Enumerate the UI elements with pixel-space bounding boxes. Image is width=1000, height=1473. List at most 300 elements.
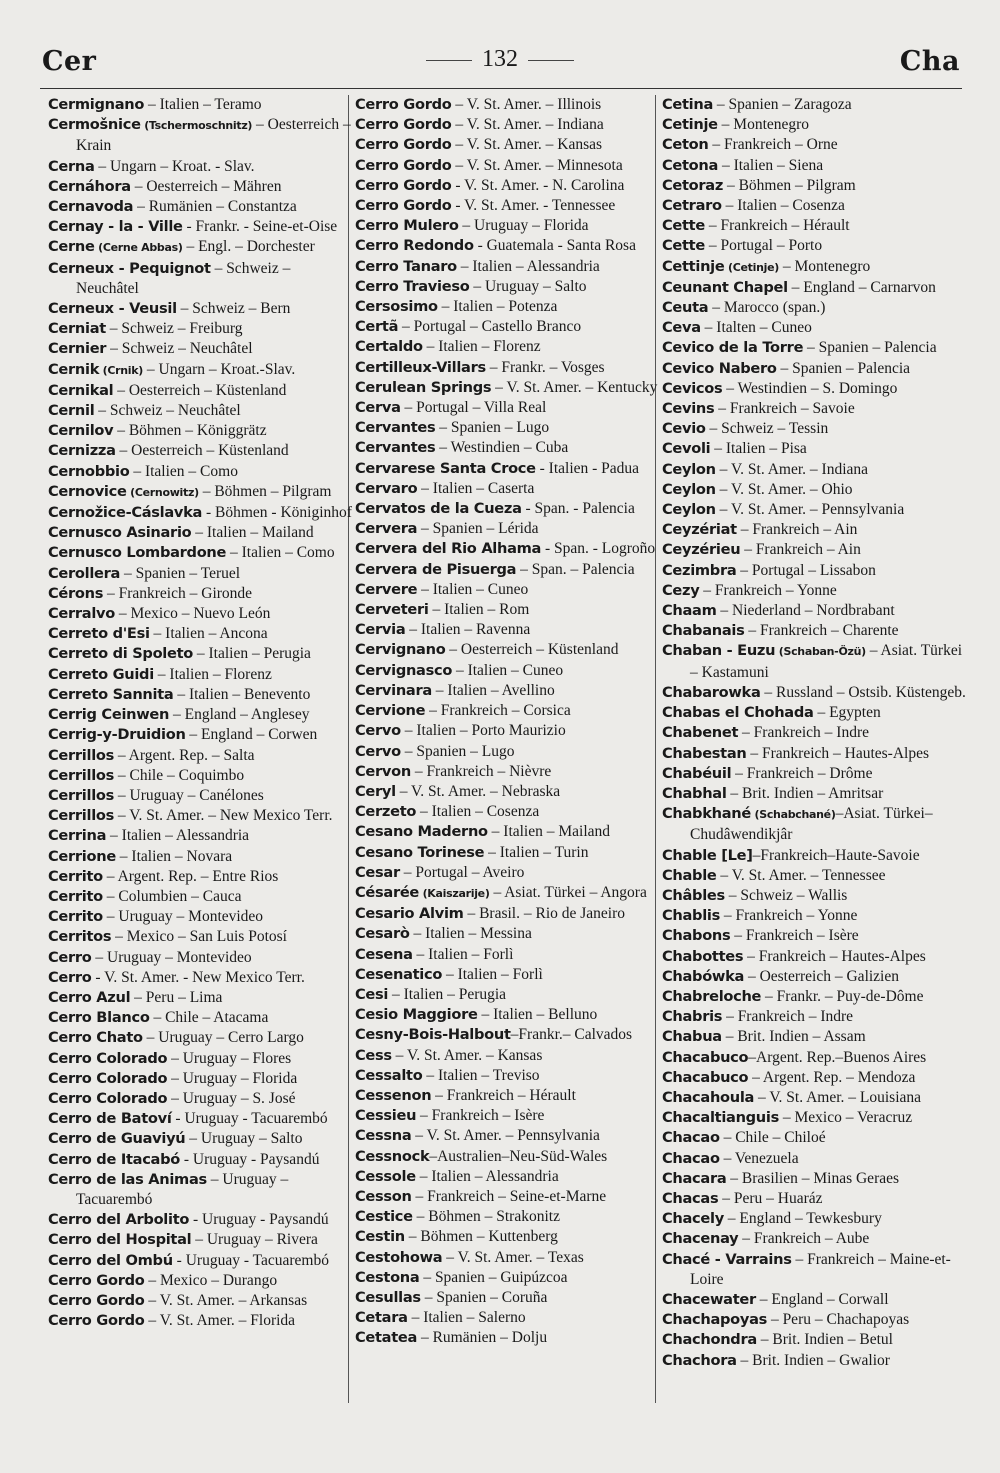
- entry-headword: Cetraro: [662, 197, 722, 215]
- entry-headword: Chacenay: [662, 1230, 739, 1248]
- entry-location: – Oesterreich – Galizien: [744, 967, 899, 985]
- gazetteer-entry: [355, 822, 660, 842]
- gazetteer-entry: [48, 1271, 353, 1291]
- gazetteer-entry: [662, 1169, 967, 1189]
- gazetteer-entry: [48, 115, 353, 156]
- gazetteer-entry: [662, 1209, 967, 1229]
- gazetteer-entry: [355, 418, 660, 438]
- gazetteer-entry: [48, 665, 353, 685]
- entry-headword: Cervaro: [355, 479, 418, 497]
- gazetteer-entry: [48, 624, 353, 644]
- entry-location: – Frankreich – Isère: [730, 927, 859, 945]
- gazetteer-entry: [662, 115, 967, 135]
- gazetteer-entry: [662, 460, 967, 480]
- gazetteer-entry: [662, 1108, 967, 1128]
- gazetteer-entry: [662, 500, 967, 520]
- entry-headword: Cerniat: [48, 320, 106, 338]
- entry-location: – Span. – Palencia: [516, 560, 635, 578]
- entry-headword: Cervantes: [355, 419, 436, 437]
- entry-headword: Chacewater: [662, 1290, 756, 1308]
- gazetteer-entry: [355, 985, 660, 1005]
- entry-headword: Cernil: [48, 402, 95, 420]
- entry-headword: Chacahoula: [662, 1088, 755, 1106]
- gazetteer-entry: [355, 721, 660, 741]
- entry-location: –Frankr.– Calvados: [510, 1026, 633, 1044]
- gazetteer-entry: [355, 1288, 660, 1308]
- entry-headword: Cervignasco: [355, 661, 453, 679]
- entry-location: – Spanien – Zaragoza: [713, 96, 852, 113]
- gazetteer-entry: [355, 1025, 660, 1045]
- entry-location: – Westindien – Cuba: [435, 439, 569, 457]
- entry-headword: Ceton: [662, 136, 709, 154]
- entry-location: – Uruguay – Rivera: [191, 1231, 318, 1249]
- entry-headword: Ceyzérieu: [662, 541, 741, 559]
- entry-headword: Chachondra: [662, 1331, 757, 1349]
- gazetteer-entry: [662, 520, 967, 540]
- entry-headword: Cervia: [355, 621, 406, 639]
- entry-location: – Italien – Messina: [409, 925, 532, 943]
- entry-headword: Cerro Colorado: [48, 1049, 168, 1067]
- entry-location: – Frankreich – Indre: [722, 1008, 854, 1026]
- entry-location: – Frankreich – Yonne: [720, 907, 858, 925]
- entry-headword: Cetina: [662, 96, 714, 113]
- gazetteer-entry: [662, 906, 967, 926]
- gazetteer-entry: [355, 156, 660, 176]
- entry-headword: Cerrillos: [48, 807, 115, 825]
- entry-location: – Spanien – Teruel: [120, 564, 241, 582]
- entry-location: – Brasil. – Rio de Janeiro: [463, 905, 626, 923]
- gazetteer-entry: [355, 681, 660, 701]
- entry-headword: Cerrig Ceinwen: [48, 706, 170, 724]
- entry-location: – Uruguay – Cerro Largo: [142, 1029, 304, 1047]
- gazetteer-entry: [48, 604, 353, 624]
- gazetteer-entry: [48, 705, 353, 725]
- entry-headword: Ceunant Chapel: [662, 278, 788, 296]
- entry-location: - Uruguay - Tacuarembó: [172, 1251, 329, 1269]
- entry-location: – Frankreich – Hérault: [431, 1086, 576, 1104]
- entry-headword: Cerro Chato: [48, 1029, 143, 1047]
- entry-headword: Cesio Maggiore: [355, 1006, 478, 1024]
- entry-location: - Uruguay - Paysandú: [189, 1211, 329, 1229]
- entry-headword: Chabanais: [662, 622, 745, 640]
- entry-location: – Peru – Huaráz: [718, 1189, 823, 1207]
- gazetteer-entry: [48, 1251, 353, 1271]
- entry-location: – Böhmen – Kuttenberg: [404, 1228, 558, 1246]
- gazetteer-entry: [355, 438, 660, 458]
- gazetteer-entry: [48, 523, 353, 543]
- entry-headword: Chabas el Chohada: [662, 704, 814, 722]
- entry-location: – Chile – Coquimbo: [114, 766, 245, 784]
- gazetteer-entry: [662, 581, 967, 601]
- entry-location: – Italien – Siena: [718, 156, 824, 174]
- entry-location: - Italien - Padua: [535, 459, 640, 477]
- gazetteer-entry: [355, 277, 660, 297]
- gazetteer-entry: [355, 904, 660, 924]
- entry-location: – Uruguay – Flores: [167, 1049, 292, 1067]
- entry-location: – Asiat. Türkei – Kastamuni: [690, 642, 963, 681]
- gazetteer-entry: [662, 298, 967, 318]
- entry-location: - V. St. Amer. - Tennessee: [451, 197, 616, 215]
- entry-location: – Frankreich – Hautes-Alpes: [743, 947, 926, 965]
- entry-headword: Ceuta: [662, 299, 709, 317]
- gazetteer-entry: [48, 584, 353, 604]
- entry-location: – Italien – Novara: [115, 847, 233, 865]
- entry-headword: Cerro del Hospital: [48, 1231, 192, 1249]
- gazetteer-entry: [48, 157, 353, 177]
- entry-location: – V. St. Amer. – Indiana: [451, 116, 604, 134]
- entry-headword: Cetara: [355, 1309, 408, 1327]
- entry-headword: Chabéuil: [662, 764, 732, 782]
- entry-headword: Cerro Gordo: [355, 197, 452, 215]
- gazetteer-entry: [355, 560, 660, 580]
- gazetteer-entry: [355, 398, 660, 418]
- gazetteer-entry: [662, 744, 967, 764]
- entry-headword: Chacely: [662, 1210, 724, 1228]
- gazetteer-entry: [48, 197, 353, 217]
- entry-headword: Cesena: [355, 945, 413, 963]
- entry-location: – Böhmen – Pilgram: [198, 482, 332, 500]
- entry-location: – Peru – Chachapoyas: [767, 1311, 910, 1329]
- entry-headword: Cerreto Sannita: [48, 685, 174, 703]
- entry-location: – Uruguay – Montevideo: [91, 948, 252, 966]
- gazetteer-entry: [662, 641, 967, 682]
- entry-location: – Oesterreich – Küstenland: [115, 442, 289, 460]
- entry-headword: Cesenatico: [355, 965, 443, 983]
- entry-location: - Uruguay - Paysandú: [179, 1150, 320, 1168]
- entry-location: – Egypten: [813, 704, 881, 722]
- entry-headword: Cerro Redondo: [355, 237, 474, 255]
- entry-headword: Cette: [662, 217, 705, 235]
- entry-location: – V. St. Amer. – Louisiana: [754, 1088, 922, 1106]
- gazetteer-entry: [48, 988, 353, 1008]
- gazetteer-entry: [48, 948, 353, 968]
- entry-location: – Frankreich – Yonne: [699, 581, 837, 599]
- entry-location: – Russland – Ostsib. Küstengeb.: [760, 683, 966, 701]
- entry-location: – Ungarn – Kroat. - Slav.: [94, 157, 255, 175]
- gazetteer-entry: [355, 317, 660, 337]
- entry-headword: Cerro Azul: [48, 988, 131, 1006]
- gazetteer-entry: [48, 259, 353, 299]
- entry-headword: Cermošnice: [48, 116, 141, 134]
- entry-location: – Frankreich – Hautes-Alpes: [746, 744, 930, 762]
- entry-location: – Italien – Mailand: [487, 823, 611, 841]
- entry-headword: Châbles: [662, 886, 725, 904]
- entry-location: – V. St. Amer. – Indiana: [715, 460, 869, 478]
- gazetteer-entry: [662, 216, 967, 236]
- gazetteer-entry: [355, 1248, 660, 1268]
- gazetteer-entry: [48, 1311, 353, 1331]
- entry-location: – Spanien – Palencia: [803, 339, 937, 357]
- gazetteer-entry: [355, 843, 660, 863]
- gazetteer-entry: [662, 866, 967, 886]
- entry-location: – Frankreich – Ain: [740, 541, 861, 559]
- entry-location: – Frankreich – Hérault: [704, 217, 850, 235]
- entry-headword: Chabreloche: [662, 987, 762, 1005]
- entry-location: – Frankreich – Corsica: [425, 702, 571, 720]
- gazetteer-entry: [48, 401, 353, 421]
- entry-headword: Cermignano: [48, 96, 145, 113]
- entry-location: – Italien – Salerno: [407, 1309, 526, 1327]
- entry-headword: Cerro Travieso: [355, 277, 470, 295]
- running-head-left: Cer: [42, 46, 97, 77]
- gazetteer-entry: [355, 580, 660, 600]
- gazetteer-entry: [662, 601, 967, 621]
- gazetteer-entry: [662, 318, 967, 338]
- entry-headword: Cerro de las Animas: [48, 1170, 207, 1188]
- entry-location: – Mexico – San Luis Potosí: [111, 928, 287, 946]
- entry-location: – Uruguay – Salto: [469, 277, 587, 295]
- entry-headword: Chable [Le]: [662, 846, 753, 864]
- gazetteer-entry: [355, 620, 660, 640]
- entry-headword: Cerro de Guaviyú: [48, 1130, 186, 1148]
- entry-alt-name: (Cerne Abbas): [94, 241, 183, 255]
- entry-headword: Cesson: [355, 1187, 412, 1205]
- entry-headword: Cernay - la - Ville: [48, 218, 183, 236]
- page-number-line: [0, 46, 1000, 73]
- entry-location: – Frankreich – Aube: [738, 1230, 870, 1248]
- entry-location: – Mexico – Durango: [144, 1271, 278, 1289]
- entry-location: - Guatemala - Santa Rosa: [473, 237, 636, 255]
- entry-location: – Schweiz – Neuchâtel: [106, 340, 253, 358]
- gazetteer-entry: [48, 217, 353, 237]
- gazetteer-entry: [355, 1308, 660, 1328]
- entry-location: – Asiat. Türkei – Angora: [489, 883, 647, 901]
- gazetteer-entry: [662, 135, 967, 155]
- entry-headword: Chabons: [662, 927, 731, 945]
- gazetteer-entry: [355, 1268, 660, 1288]
- gazetteer-entry: [48, 1230, 353, 1250]
- gazetteer-entry: [662, 359, 967, 379]
- entry-location: – Oesterreich – Küstenland: [113, 381, 287, 399]
- entry-headword: Cernožice-Cáslavka: [48, 504, 203, 522]
- entry-headword: Cerneux - Pequignot: [48, 259, 211, 277]
- gazetteer-entry: [662, 540, 967, 560]
- gazetteer-entry: [355, 1328, 660, 1348]
- gazetteer-entry: [355, 499, 660, 519]
- entry-location: – Italten – Cuneo: [700, 319, 812, 337]
- entry-location: – Uruguay – Florida: [167, 1069, 298, 1087]
- entry-headword: Cervatos de la Cueza: [355, 500, 522, 518]
- entry-headword: Cerro: [48, 948, 92, 966]
- entry-location: – Frankreich – Isère: [416, 1107, 545, 1125]
- entry-headword: Cerro Blanco: [48, 1009, 150, 1027]
- entry-headword: Chabua: [662, 1028, 722, 1046]
- gazetteer-entry: [355, 196, 660, 216]
- entry-location: – V. St. Amer. – Tennessee: [716, 866, 886, 884]
- entry-location: – Italien – Forlì: [442, 965, 543, 983]
- entry-headword: Cettinje: [662, 257, 725, 275]
- gazetteer-entry: [662, 1007, 967, 1027]
- entry-column-3: [662, 95, 967, 1371]
- gazetteer-entry: [355, 1106, 660, 1126]
- gazetteer-entry: [355, 640, 660, 660]
- entry-location: – Frankreich – Drôme: [731, 764, 873, 782]
- entry-headword: Ceylon: [662, 460, 716, 478]
- header-dash-left: [426, 60, 472, 61]
- entry-alt-name: (Crnik): [99, 363, 144, 377]
- entry-location: – Italien – Como: [129, 462, 238, 480]
- entry-headword: Cerveteri: [355, 601, 429, 619]
- entry-headword: Cerro del Ombú: [48, 1251, 173, 1269]
- entry-headword: Ceyzériat: [662, 521, 737, 539]
- entry-headword: Chabhal: [662, 784, 727, 802]
- gazetteer-entry: [48, 867, 353, 887]
- gazetteer-entry: [355, 883, 660, 904]
- entry-headword: Cervarese Santa Croce: [355, 459, 536, 477]
- entry-location: – Italien – Turin: [484, 843, 589, 861]
- gazetteer-entry: [662, 156, 967, 176]
- gazetteer-entry: [662, 1149, 967, 1169]
- entry-location: – Rumänien – Constantza: [133, 198, 297, 216]
- gazetteer-entry: [355, 95, 660, 115]
- entry-headword: Cerrito: [48, 887, 103, 905]
- entry-location: – Mexico – Veracruz: [779, 1109, 913, 1127]
- entry-headword: Cerulean Springs: [355, 378, 492, 396]
- entry-headword: Cezimbra: [662, 561, 737, 579]
- entry-headword: Chacabuco: [662, 1068, 749, 1086]
- entry-headword: Cesi: [355, 985, 389, 1003]
- entry-location: – V. St. Amer. – New Mexico Terr.: [114, 807, 333, 825]
- gazetteer-entry: [48, 1089, 353, 1109]
- gazetteer-entry: [48, 1129, 353, 1149]
- entry-headword: Cervo: [355, 742, 401, 760]
- entry-headword: Cerzeto: [355, 803, 417, 821]
- entry-location: – Portugal – Villa Real: [400, 399, 547, 417]
- entry-headword: Cessna: [355, 1127, 412, 1145]
- entry-location: – Italien – Pisa: [710, 440, 807, 458]
- gazetteer-entry: [48, 725, 353, 745]
- entry-location: – Italien – Ancona: [149, 625, 268, 643]
- entry-location: – Mexico – Nuevo León: [115, 605, 271, 623]
- gazetteer-entry: [662, 846, 967, 866]
- entry-headword: Cernik: [48, 360, 100, 378]
- entry-location: – Italien – Florenz: [422, 338, 541, 356]
- gazetteer-entry: [662, 1290, 967, 1310]
- entry-headword: Chabestan: [662, 744, 747, 762]
- entry-headword: Cerreto Guidi: [48, 665, 154, 683]
- entry-location: – Italien – Treviso: [422, 1066, 540, 1084]
- entry-headword: Cessenon: [355, 1086, 432, 1104]
- gazetteer-entry: [662, 1310, 967, 1330]
- entry-location: – Uruguay – S. José: [167, 1089, 296, 1107]
- entry-location: – Italien – Rom: [428, 601, 530, 619]
- entry-headword: Cerro Mulero: [355, 217, 459, 235]
- entry-headword: Cerro Gordo: [355, 116, 452, 134]
- entry-headword: Cetona: [662, 156, 719, 174]
- entry-location: – Argent. Rep. – Mendoza: [748, 1068, 916, 1086]
- entry-headword: Chacara: [662, 1169, 727, 1187]
- entry-location: – Frankreich – Ain: [736, 521, 858, 539]
- entry-location: – England – Corwall: [755, 1290, 889, 1308]
- gazetteer-entry: [355, 1167, 660, 1187]
- gazetteer-entry: [662, 95, 967, 115]
- entry-location: – Italien – Cosenza: [416, 803, 540, 821]
- entry-headword: Cestice: [355, 1208, 413, 1226]
- entry-location: – V. St. Amer. – Kansas: [391, 1046, 543, 1064]
- entry-location: – V. St. Amer. – Florida: [144, 1312, 296, 1330]
- entry-headword: Cetatea: [355, 1329, 418, 1347]
- gazetteer-entry: [48, 1049, 353, 1069]
- entry-location: – Portugal – Castello Branco: [398, 318, 582, 336]
- entry-location: – England – Carnarvon: [787, 278, 936, 296]
- gazetteer-entry: [662, 419, 967, 439]
- gazetteer-entry: [662, 1229, 967, 1249]
- entry-location: – Frankreich – Seine-et-Marne: [411, 1187, 607, 1205]
- entry-headword: Cesano Maderno: [355, 823, 488, 841]
- entry-headword: Cervera de Pisuerga: [355, 560, 517, 578]
- entry-location: - V. St. Amer. - New Mexico Terr.: [91, 968, 305, 986]
- gazetteer-entry: [48, 381, 353, 401]
- entry-headword: Cerritos: [48, 928, 112, 946]
- entry-location: – Schweiz – Neuchâtel: [94, 402, 241, 420]
- entry-headword: Cerro Colorado: [48, 1089, 168, 1107]
- entry-headword: Cerro Tanaro: [355, 257, 457, 275]
- gazetteer-entry: [48, 644, 353, 664]
- gazetteer-entry: [662, 621, 967, 641]
- gazetteer-entry: [48, 299, 353, 319]
- gazetteer-entry: [48, 339, 353, 359]
- entry-headword: Chachora: [662, 1351, 737, 1369]
- entry-headword: Cevico Nabero: [662, 359, 777, 377]
- gazetteer-entry: [662, 967, 967, 987]
- entry-headword: Cerrito: [48, 908, 103, 926]
- entry-location: – Frankreich – Indre: [738, 724, 869, 742]
- entry-location: - Böhmen - Königinhof: [202, 504, 352, 522]
- gazetteer-entry: [355, 863, 660, 883]
- entry-headword: Cerro Gordo: [48, 1271, 145, 1289]
- entry-location: –Asiat. Türkei–Chudâwendikjâr: [690, 805, 933, 844]
- entry-location: – Italien – Alessandria: [456, 257, 600, 275]
- entry-location: – Italien – Avellino: [431, 681, 555, 699]
- entry-headword: Chachapoyas: [662, 1311, 768, 1329]
- gazetteer-entry: [48, 968, 353, 988]
- entry-location: – Italien – Perugia: [193, 645, 311, 663]
- entry-location: – V. St. Amer. – Ohio: [715, 480, 853, 498]
- entry-location: – Uruguay – Canélones: [114, 786, 264, 804]
- gazetteer-entry: [662, 1250, 967, 1290]
- entry-location: - Uruguay - Tacuarembó: [171, 1110, 328, 1128]
- gazetteer-entry: [355, 519, 660, 539]
- entry-location: – Oesterreich – Mähren: [130, 177, 282, 195]
- entry-location: – V. St. Amer. – Minnesota: [451, 156, 623, 174]
- entry-headword: Chabris: [662, 1008, 723, 1026]
- entry-headword: Chaban - Euzu: [662, 642, 776, 660]
- gazetteer-entry: [48, 766, 353, 786]
- entry-location: - Frankr. - Seine-et-Oise: [182, 218, 338, 236]
- gazetteer-entry: [662, 338, 967, 358]
- entry-headword: Certaldo: [355, 338, 423, 356]
- entry-headword: Ceva: [662, 319, 701, 337]
- gazetteer-entry: [662, 764, 967, 784]
- entry-headword: Césarée: [355, 883, 420, 901]
- entry-headword: Cestohowa: [355, 1248, 443, 1266]
- entry-location: – Spanien – Coruña: [420, 1288, 548, 1306]
- entry-headword: Certã: [355, 318, 399, 336]
- gazetteer-entry: [48, 441, 353, 461]
- entry-headword: Cerro de Itacabó: [48, 1150, 180, 1168]
- gazetteer-entry: [355, 479, 660, 499]
- gazetteer-entry: [355, 1227, 660, 1247]
- gazetteer-entry: [48, 543, 353, 563]
- gazetteer-entry: [355, 1147, 660, 1167]
- entry-location: – Brasilien – Minas Geraes: [726, 1169, 900, 1187]
- entry-headword: Cerrione: [48, 847, 116, 865]
- entry-headword: Cerrig-y-Druidion: [48, 726, 186, 744]
- gazetteer-entry: [662, 480, 967, 500]
- entry-headword: Ceylon: [662, 480, 716, 498]
- entry-headword: Cesar: [355, 863, 400, 881]
- entry-location: – Italien – Potenza: [437, 298, 558, 316]
